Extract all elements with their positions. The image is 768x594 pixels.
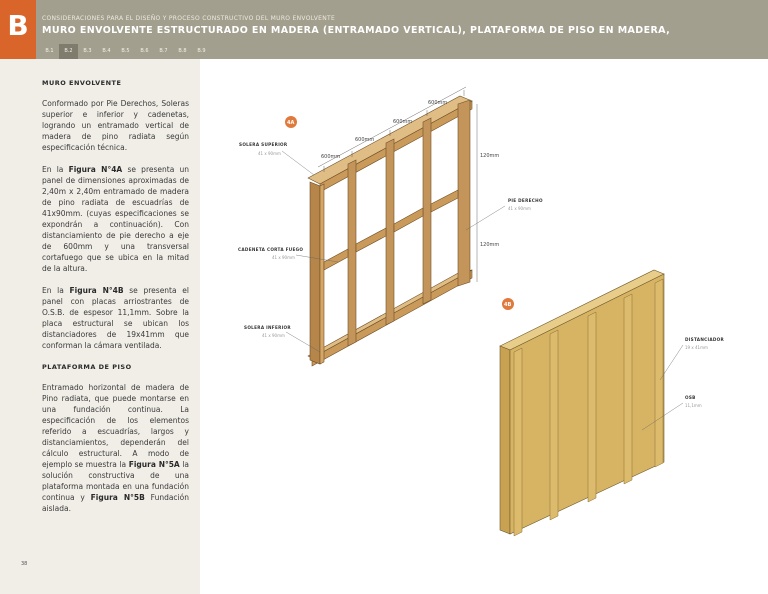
chapter-letter: B — [0, 0, 36, 59]
badge-4a-text: 4A — [287, 120, 295, 126]
label-distanciador: DISTANCIADOR — [685, 337, 725, 342]
nav-item-b2[interactable]: B.2 — [59, 44, 78, 59]
dim-label-5: 120mm — [480, 153, 500, 159]
nav-item-b3[interactable]: B.3 — [83, 48, 92, 54]
label-solera-inferior: SOLERA INFERIOR — [244, 325, 291, 330]
section-heading-plataforma: PLATAFORMA DE PISO — [42, 363, 132, 371]
paragraph-3: En la Figura N°4B se presenta el panel con placas arriostrantes de O.S.B. de espesor 11,1mm. Sobre la placa estructural se ubican los distanciadores de 19x41mm que conforman la cámara ventilada. — [42, 286, 189, 350]
label-pie-derecho-sub: 41 x 90mm — [508, 206, 531, 211]
nav-item-b1[interactable]: B.1 — [45, 48, 54, 54]
page-title: MURO ENVOLVENTE ESTRUCTURADO EN MADERA (ENTRAMADO VERTICAL), PLATAFORMA DE PISO EN MADERA, — [42, 25, 671, 36]
osb-panel-4b — [500, 270, 664, 536]
paragraph-2: En la Figura N°4A se presenta un panel de dimensiones aproximadas de 2,40m x 2,40m entramado de madera de pino radiata de escuadrías de 41x90mm. (cuyas especificaciones se expondrán a continuación). Con distanciamiento de pie derecho a eje de 600mm y una transversal cortafuego que se ubica en la mitad de la altura. — [42, 165, 189, 273]
section-heading-muro: MURO ENVOLVENTE — [42, 79, 122, 87]
figure-ref-4a: Figura N°4A — [68, 165, 123, 174]
dim-label-3: 600mm — [393, 119, 413, 125]
label-cadeneta: CADENETA CORTA FUEGO — [238, 247, 304, 252]
header-subtitle: CONSIDERACIONES PARA EL DISEÑO Y PROCESO CONSTRUCTIVO DEL MURO ENVOLVENTE — [42, 15, 336, 22]
dim-label-6: 120mm — [480, 242, 500, 248]
nav-item-b8[interactable]: B.8 — [178, 48, 187, 54]
section-nav — [40, 44, 211, 59]
label-solera-superior: SOLERA SUPERIOR — [239, 142, 288, 147]
nav-item-b6[interactable]: B.6 — [140, 48, 149, 54]
figure-ref-5a: Figura N°5A — [128, 460, 180, 469]
dim-label-1: 600mm — [321, 154, 341, 160]
frame-panel-4a — [308, 96, 472, 366]
label-osb: OSB — [685, 395, 696, 400]
label-cadeneta-sub: 41 x 90mm — [272, 255, 295, 260]
label-pie-derecho: PIE DERECHO — [508, 198, 543, 203]
nav-item-b4[interactable]: B.4 — [102, 48, 111, 54]
page-number: 38 — [21, 561, 28, 567]
nav-item-b7[interactable]: B.7 — [159, 48, 168, 54]
label-distanciador-sub: 19 x 41mm — [685, 345, 708, 350]
label-solera-inferior-sub: 41 x 90mm — [262, 333, 285, 338]
badge-4b-text: 4B — [504, 302, 512, 308]
wall-figure — [200, 59, 768, 594]
dim-label-4: 600mm — [428, 100, 448, 106]
dim-label-2: 600mm — [355, 137, 375, 143]
figure-ref-5b: Figura N°5B — [90, 493, 145, 502]
label-solera-superior-sub: 41 x 90mm — [258, 151, 281, 156]
paragraph-1: Conformado por Pie Derechos, Soleras superior e inferior y cadenetas, logrando un entramado vertical de madera de pino radiata según especificación técnica. — [42, 99, 189, 152]
nav-item-b9[interactable]: B.9 — [197, 48, 206, 54]
body-text — [42, 78, 189, 525]
header-bar — [0, 0, 768, 59]
nav-item-b5[interactable]: B.5 — [121, 48, 130, 54]
label-osb-sub: 11,1mm — [685, 403, 702, 408]
paragraph-4: Entramado horizontal de madera de Pino radiata, que puede montarse en una fundación continua. La especificación de los elementos referido a escuadrías, largos y distanciamientos, dependerán del cálculo estructural. A modo de ejemplo se muestra la Figura N°5A la solución constructiva de una plataforma montada en una fundación continua y Figura N°5B Fundación aislada. — [42, 383, 189, 513]
figure-ref-4b: Figura N°4B — [69, 286, 124, 295]
